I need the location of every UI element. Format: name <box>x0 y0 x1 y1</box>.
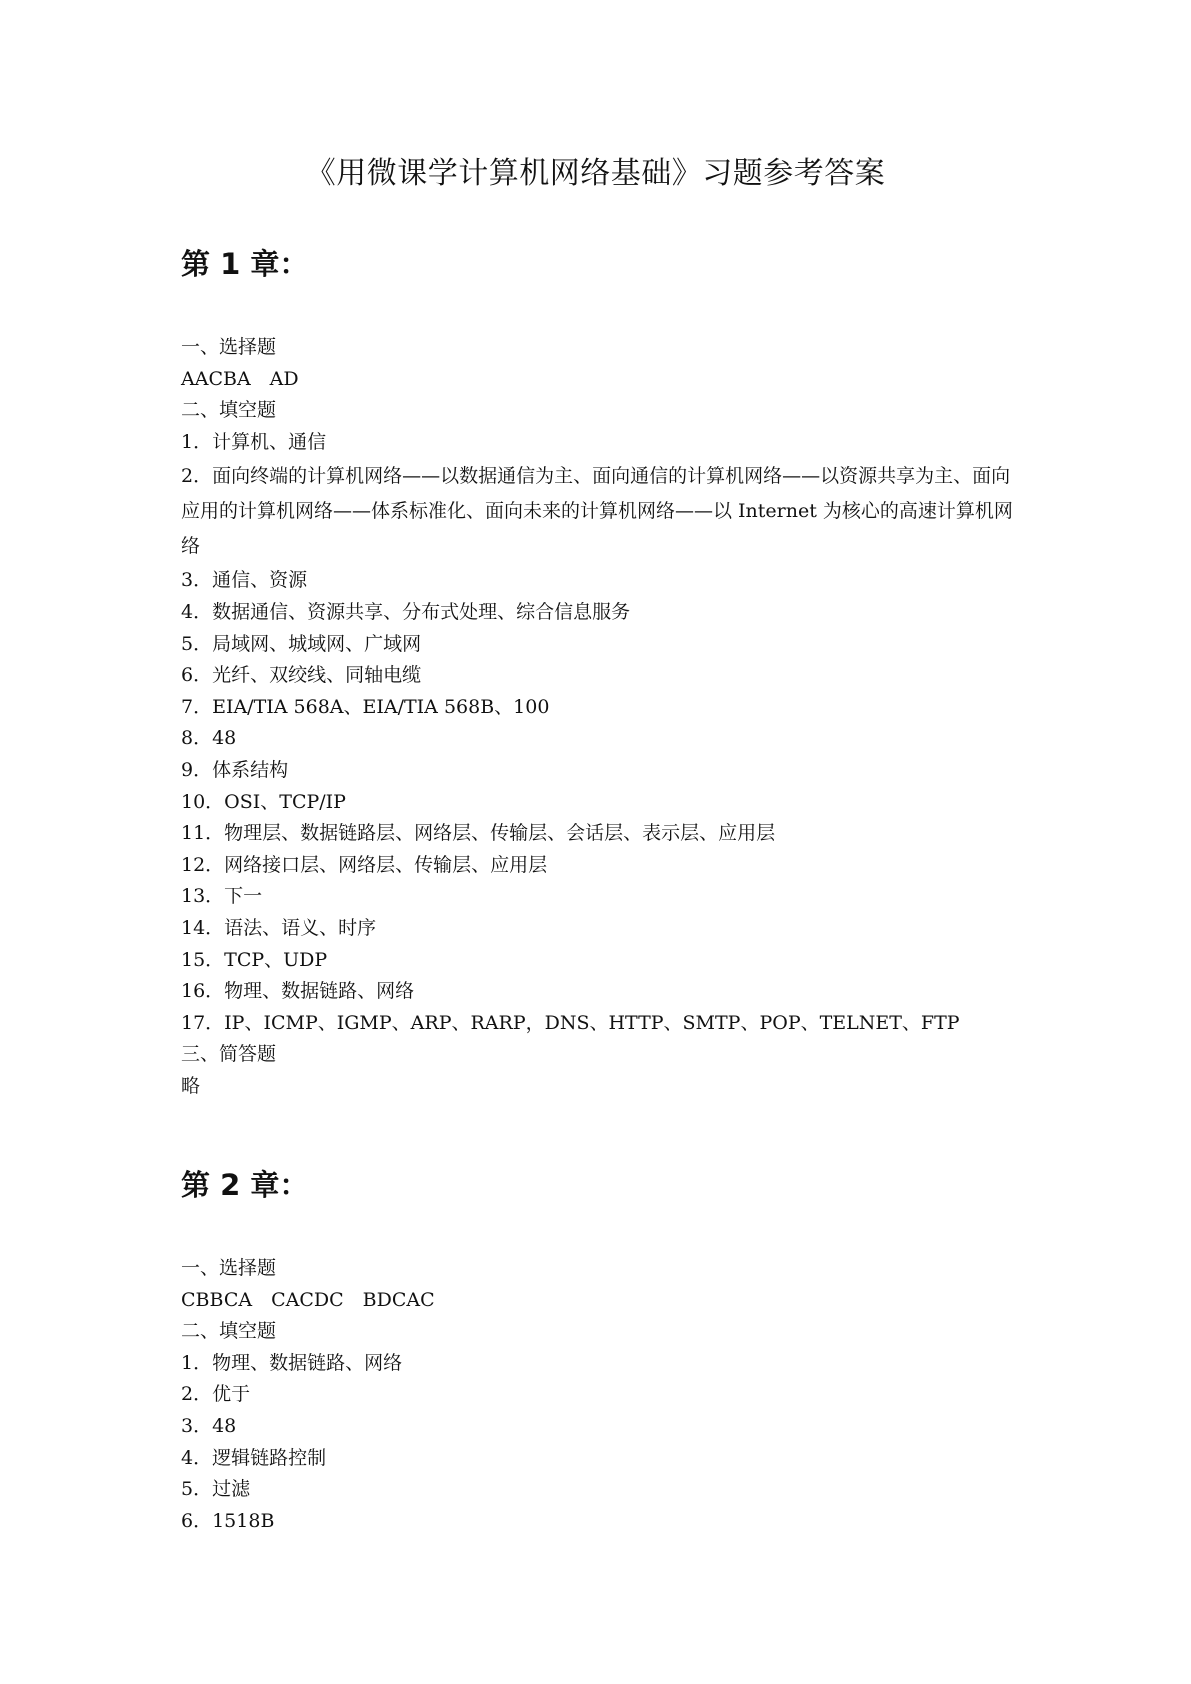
answer-item: 7．EIA/TIA 568A、EIA/TIA 568B、100 <box>181 695 550 718</box>
answer-item: 8．48 <box>181 727 237 750</box>
short-answer-text: 略 <box>181 1074 201 1097</box>
chapter-2-section <box>181 1165 1041 1537</box>
answer-item: 16．物理、数据链路、网络 <box>181 980 415 1003</box>
answer-item: 9．体系结构 <box>181 758 289 781</box>
section-title-choice: 一、选择题 <box>181 1257 277 1279</box>
section-title-fill-blank: 二、填空题 <box>181 399 277 422</box>
answer-item: 17．IP、ICMP、IGMP、ARP、RARP，DNS、HTTP、SMTP、POP、TELNET、FTP <box>181 1011 960 1034</box>
section-title-short-answer: 三、简答题 <box>181 1043 277 1066</box>
section-title-fill-blank: 二、填空题 <box>181 1320 277 1343</box>
chapter-heading: 第 1 章： <box>181 247 309 281</box>
answer-item: 3．通信、资源 <box>181 569 308 592</box>
document-title: 《用微课学计算机网络基础》习题参考答案 <box>305 156 886 191</box>
answer-item: 2．优于 <box>181 1383 251 1406</box>
chapter-heading: 第 2 章： <box>181 1168 309 1202</box>
answer-item: 1．物理、数据链路、网络 <box>181 1351 403 1374</box>
answer-item: 5．过滤 <box>181 1478 251 1501</box>
answer-item: 11．物理层、数据链路层、网络层、传输层、会话层、表示层、应用层 <box>181 822 776 845</box>
answer-item: 15．TCP、UDP <box>181 948 328 971</box>
answer-item: 3．48 <box>181 1414 237 1437</box>
answer-item: 5．局域网、城域网、广域网 <box>181 632 422 655</box>
section-title-choice: 一、选择题 <box>181 336 277 358</box>
chapter-1-section <box>181 244 1041 1102</box>
answer-item: 6．1518B <box>181 1509 275 1532</box>
answer-item: 2．面向终端的计算机网络——以数据通信为主、面向通信的计算机网络——以资源共享为主、面向应用的计算机网络——体系标准化、面向未来的计算机网络——以 Internet 为核心的高速计算机网络 <box>181 465 1013 558</box>
answer-item: 4．逻辑链路控制 <box>181 1446 327 1469</box>
choice-answers: AACBA AD <box>181 367 299 390</box>
answer-item: 4．数据通信、资源共享、分布式处理、综合信息服务 <box>181 600 631 623</box>
answer-item: 1．计算机、通信 <box>181 430 327 453</box>
answer-item: 14．语法、语义、时序 <box>181 916 377 939</box>
answer-item: 10．OSI、TCP/IP <box>181 790 346 813</box>
answer-item: 13．下一 <box>181 885 263 908</box>
choice-answers: CBBCA CACDC BDCAC <box>181 1288 435 1311</box>
answer-item: 6．光纤、双绞线、同轴电缆 <box>181 664 422 687</box>
answer-item: 12．网络接口层、网络层、传输层、应用层 <box>181 853 548 876</box>
